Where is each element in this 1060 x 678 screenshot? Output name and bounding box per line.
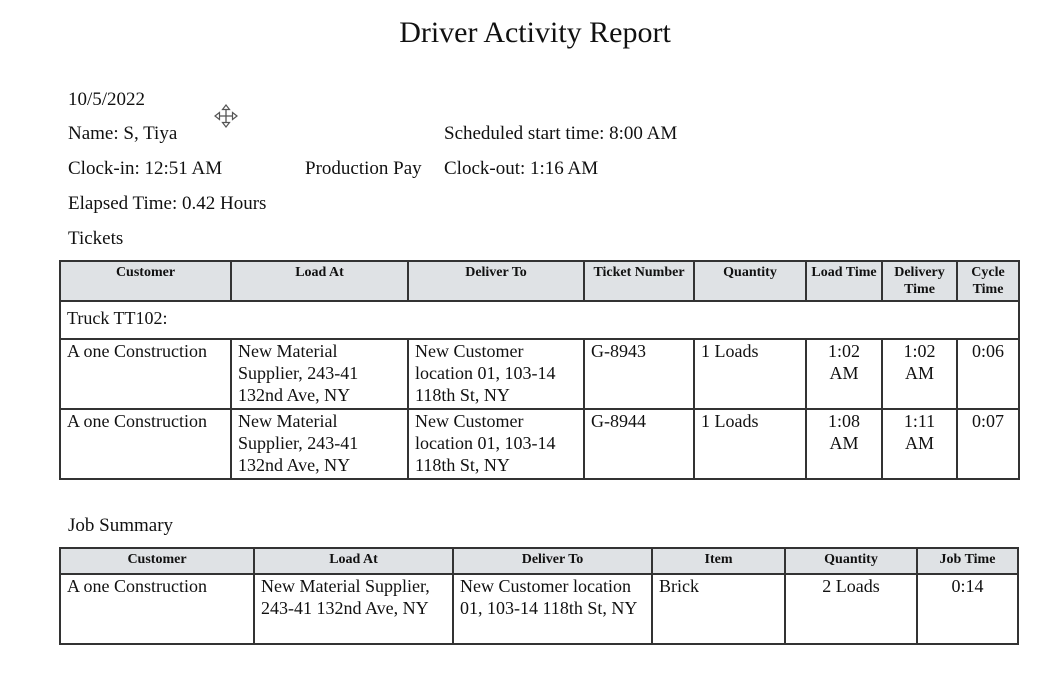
scheduled-start-time: Scheduled start time: 8:00 AM	[444, 123, 678, 144]
tickets-header-row	[60, 261, 1019, 301]
col-header-job-time: Job Time	[917, 548, 1018, 574]
table-row	[60, 574, 1018, 644]
cell-load-time: 1:02 AM	[806, 339, 882, 409]
cell-deliver-to: New Customer location 01, 103-14 118th St, NY	[408, 339, 584, 409]
cell-deliver-to: New Customer location 01, 103-14 118th St, NY	[408, 409, 584, 479]
col-header-cycle-time: Cycle Time	[957, 261, 1019, 301]
tickets-section-label: Tickets	[68, 228, 124, 249]
col-header-customer: Customer	[60, 548, 254, 574]
job-summary-header-row	[60, 548, 1018, 574]
col-header-customer: Customer	[60, 261, 231, 301]
cell-deliver-to: New Customer location 01, 103-14 118th St, NY	[453, 574, 652, 644]
cell-customer: A one Construction	[60, 409, 231, 479]
cell-item: Brick	[652, 574, 785, 644]
cell-load-at: New Material Supplier, 243-41 132nd Ave, NY	[254, 574, 453, 644]
cell-load-at: New Material Supplier, 243-41 132nd Ave, NY	[231, 339, 408, 409]
job-summary-section-label: Job Summary	[68, 515, 174, 536]
cell-quantity: 1 Loads	[694, 339, 806, 409]
driver-name: Name: S, Tiya	[68, 123, 178, 144]
cell-load-time: 1:08 AM	[806, 409, 882, 479]
move-cursor-icon	[214, 104, 238, 128]
cell-job-time: 0:14	[917, 574, 1018, 644]
cell-ticket-number: G-8944	[584, 409, 694, 479]
col-header-delivery-time: Delivery Time	[882, 261, 957, 301]
col-header-ticket-number: Ticket Number	[584, 261, 694, 301]
col-header-quantity: Quantity	[785, 548, 917, 574]
col-header-deliver-to: Deliver To	[408, 261, 584, 301]
cell-quantity: 1 Loads	[694, 409, 806, 479]
col-header-quantity: Quantity	[694, 261, 806, 301]
clock-out: Clock-out: 1:16 AM	[444, 158, 599, 179]
table-row	[60, 339, 1019, 409]
cell-customer: A one Construction	[60, 339, 231, 409]
production-pay-label: Production Pay	[305, 158, 422, 179]
cell-load-at: New Material Supplier, 243-41 132nd Ave, NY	[231, 409, 408, 479]
truck-group-row	[60, 301, 1019, 339]
cell-cycle-time: 0:07	[957, 409, 1019, 479]
table-row	[60, 409, 1019, 479]
job-summary-table	[59, 547, 1019, 645]
cell-delivery-time: 1:02 AM	[882, 339, 957, 409]
col-header-load-time: Load Time	[806, 261, 882, 301]
report-title: Driver Activity Report	[399, 16, 671, 49]
col-header-load-at: Load At	[254, 548, 453, 574]
cell-customer: A one Construction	[60, 574, 254, 644]
col-header-load-at: Load At	[231, 261, 408, 301]
truck-group-label: Truck TT102:	[60, 301, 1019, 339]
cell-quantity: 2 Loads	[785, 574, 917, 644]
cell-delivery-time: 1:11 AM	[882, 409, 957, 479]
tickets-table	[59, 260, 1020, 480]
col-header-deliver-to: Deliver To	[453, 548, 652, 574]
elapsed-time: Elapsed Time: 0.42 Hours	[68, 193, 267, 214]
cell-ticket-number: G-8943	[584, 339, 694, 409]
clock-in: Clock-in: 12:51 AM	[68, 158, 223, 179]
report-date: 10/5/2022	[68, 89, 146, 110]
cell-cycle-time: 0:06	[957, 339, 1019, 409]
col-header-item: Item	[652, 548, 785, 574]
